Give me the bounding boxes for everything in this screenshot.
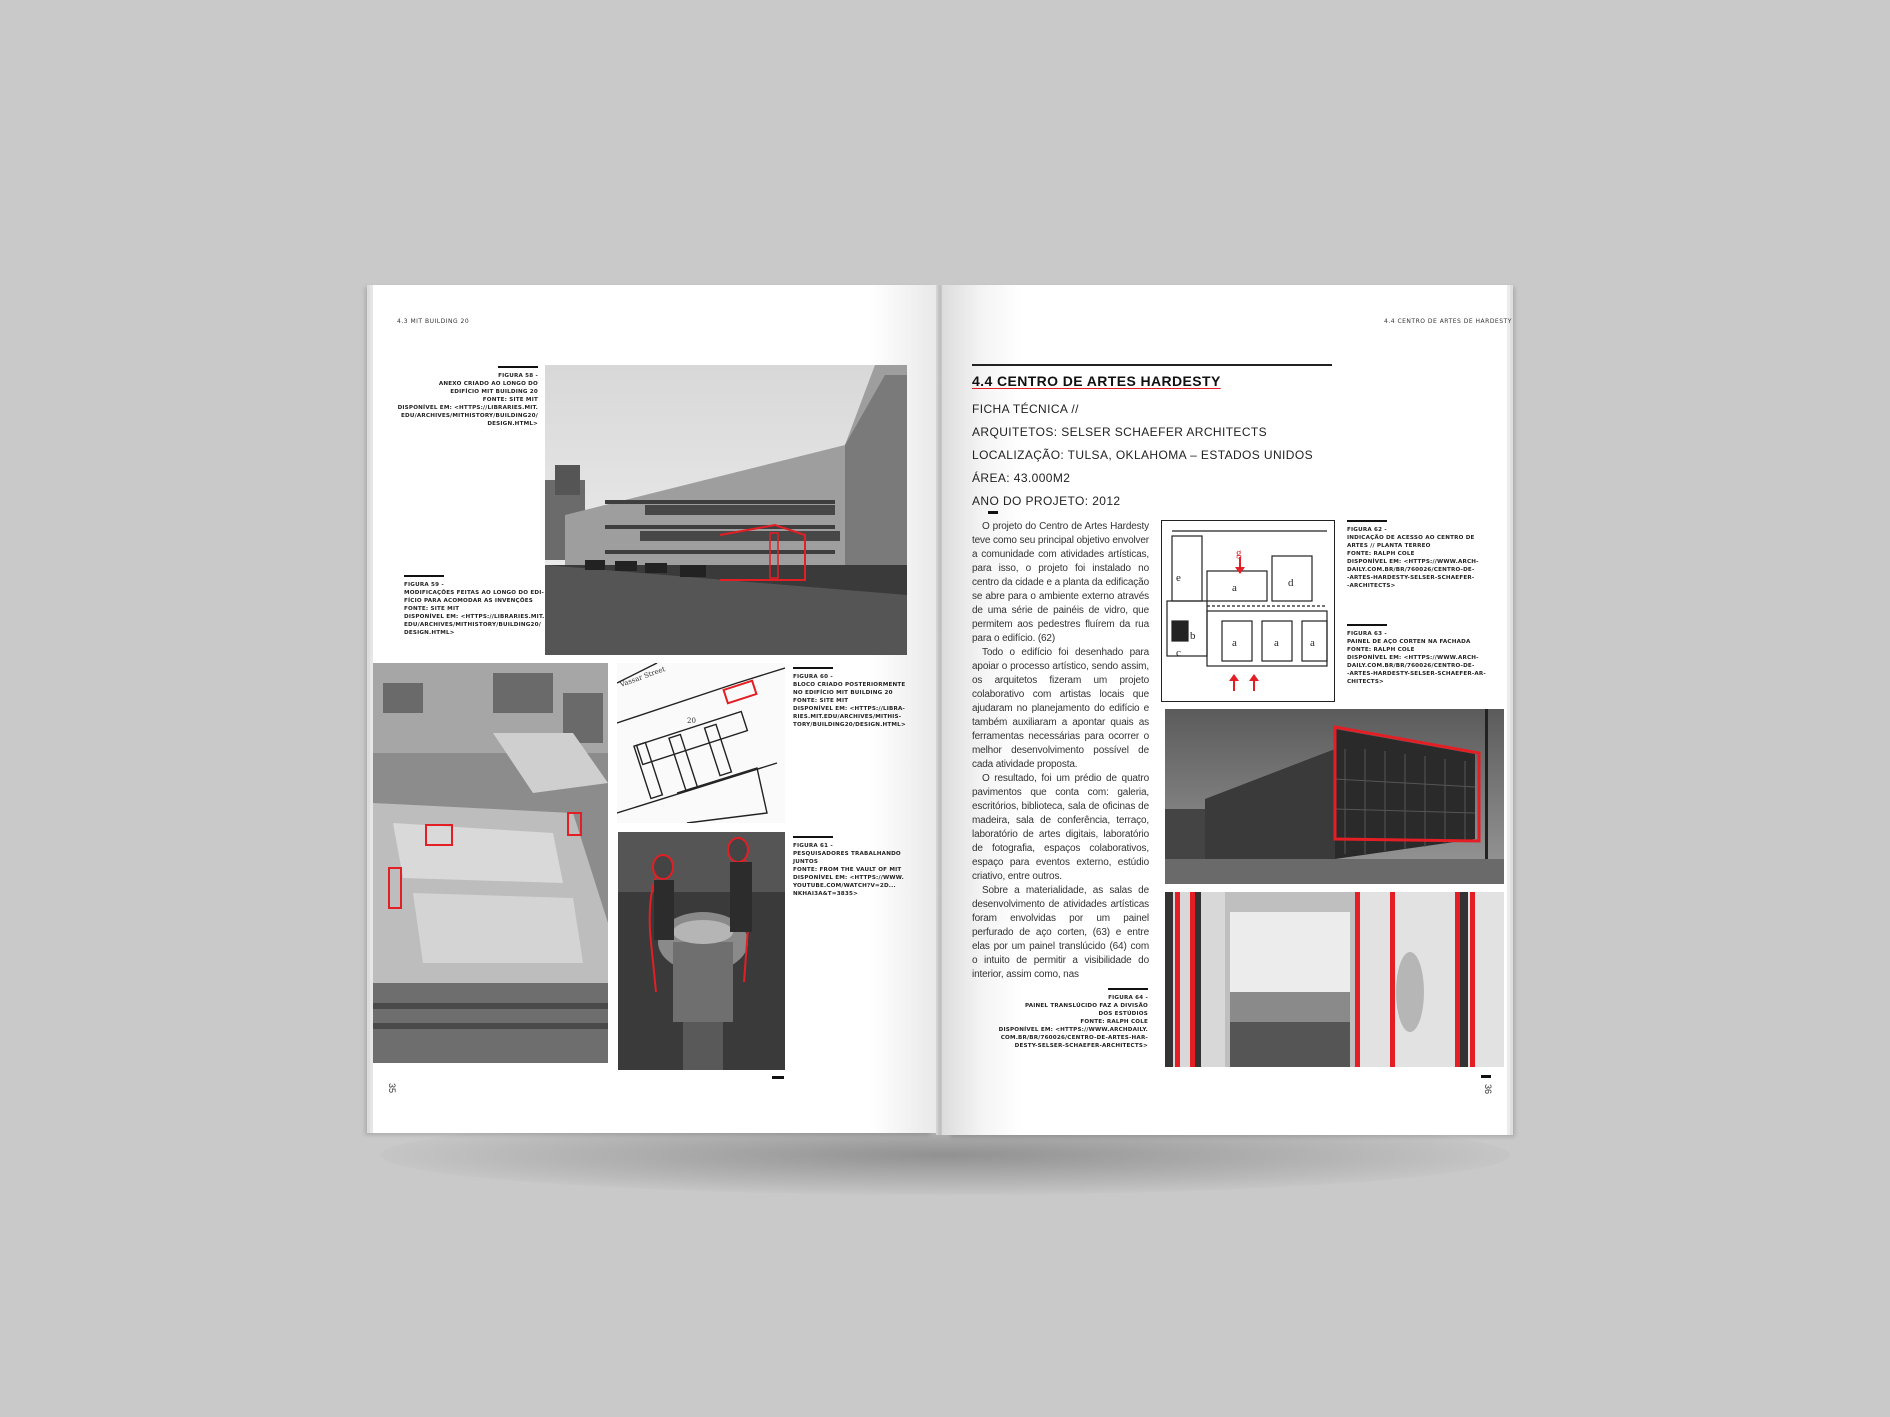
- caption-fig61: [793, 836, 933, 898]
- caption-fig63: [1347, 624, 1497, 686]
- caption-line: DISPONÍVEL EM: <HTTPS://WWW.ARCH-: [1347, 655, 1479, 661]
- plan-fig62-ground-floor: [1161, 520, 1335, 702]
- caption-line: MODIFICAÇÕES FEITAS AO LONGO DO EDI-: [404, 590, 544, 596]
- photo-fig59-aerial: [373, 663, 608, 1063]
- section-rule: [972, 364, 1332, 366]
- plan-label: c: [1176, 647, 1181, 659]
- left-footer-mark: [772, 1076, 784, 1079]
- map-fig60-site: [617, 663, 785, 823]
- caption-line: INDICAÇÃO DE ACESSO AO CENTRO DE: [1347, 535, 1475, 541]
- body-text: [972, 520, 1149, 982]
- right-page-number: 36: [1483, 1083, 1494, 1094]
- fact-bar: [988, 511, 998, 514]
- caption-line: DISPONÍVEL EM: <HTTPS://LIBRA-: [793, 706, 906, 712]
- plan-label: a: [1232, 582, 1237, 594]
- caption-line: FONTE: FROM THE VAULT OF MIT: [793, 867, 902, 873]
- caption-line: DOS ESTÚDIOS: [1098, 1011, 1148, 1017]
- caption-line: EDU/ARCHIVES/MITHISTORY/BUILDING20/: [404, 622, 541, 628]
- caption-line: DISPONÍVEL EM: <HTTPS://LIBRARIES.MIT.: [397, 405, 538, 411]
- caption-bar: [1108, 988, 1148, 990]
- caption-line: FONTE: SITE MIT: [793, 698, 849, 704]
- photo-fig61-researchers: [618, 832, 785, 1070]
- body-paragraph: Todo o edifício foi desenhado para apoiar o processo artístico, sendo assim, os arquitetos fizeram um projeto colaborativo com artistas locais que ajudaram no planejamento do edifício e também auxiliaram a apontar quais as ferramentas necessárias para ocorrer o melhor desenvolvimento possível de cada atividade proposta.: [972, 647, 1149, 770]
- caption-line: EDIFÍCIO MIT BUILDING 20: [450, 389, 538, 395]
- plan-label: a: [1310, 637, 1315, 649]
- caption-line: FIGURA 61 -: [793, 843, 833, 849]
- photo-fig63-facade: [1165, 709, 1504, 884]
- caption-line: NO EDIFÍCIO MIT BUILDING 20: [793, 690, 893, 696]
- caption-line: DESIGN.HTML>: [487, 421, 538, 427]
- caption-bar: [793, 667, 833, 669]
- caption-line: FIGURA 58 -: [498, 373, 538, 379]
- caption-line: DAILY.COM.BR/BR/760026/CENTRO-DE-: [1347, 663, 1475, 669]
- map-label-building: 20: [687, 717, 696, 725]
- caption-line: DAILY.COM.BR/BR/760026/CENTRO-DE-: [1347, 567, 1475, 573]
- caption-line: FIGURA 59 -: [404, 582, 444, 588]
- caption-line: FIGURA 63 -: [1347, 631, 1387, 637]
- photo-fig58-building: [545, 365, 907, 655]
- caption-line: JUNTOS: [793, 859, 819, 865]
- caption-bar: [404, 575, 444, 577]
- body-paragraph: O resultado, foi um prédio de quatro pavimentos que conta com: galeria, escritórios, biblioteca, sala de oficinas de madeira, sala de conferência, terraço, laboratório de artes digitais, laboratório de fotografia, espaços colaborativos, espaço para eventos externo, estúdio criativo, entre outros.: [972, 773, 1149, 882]
- right-footer-mark: [1481, 1075, 1491, 1078]
- photo-fig64-translucent-panel: [1165, 892, 1504, 1067]
- caption-bar: [498, 366, 538, 368]
- right-running-head: 4.4 CENTRO DE ARTES DE HARDESTY: [1384, 318, 1512, 325]
- caption-line: DISPONÍVEL EM: <HTTPS://WWW.ARCHDAILY.: [998, 1027, 1148, 1033]
- caption-line: PAINEL DE AÇO CORTEN NA FACHADA: [1347, 639, 1471, 645]
- caption-line: CHITECTS>: [1347, 679, 1384, 685]
- caption-line: FIGURA 64 -: [1108, 995, 1148, 1001]
- caption-line: RIES.MIT.EDU/ARCHIVES/MITHIS-: [793, 714, 902, 720]
- caption-line: FONTE: RALPH COLE: [1347, 551, 1415, 557]
- section-title: 4.4 CENTRO DE ARTES HARDESTY: [972, 373, 1221, 389]
- caption-bar: [1347, 520, 1387, 522]
- plan-label: a: [1274, 637, 1279, 649]
- caption-line: COM.BR/BR/760026/CENTRO-DE-ARTES-HAR-: [1000, 1035, 1148, 1041]
- caption-line: FONTE: SITE MIT: [404, 606, 460, 612]
- map-label-street: Vassar Street: [618, 665, 667, 689]
- fact-heading: FICHA TÉCNICA //: [972, 402, 1079, 416]
- caption-line: -ARTES-HARDESTY-SELSER-SCHAEFER-AR-: [1347, 671, 1486, 677]
- caption-fig64: [980, 988, 1148, 1050]
- fact-location: LOCALIZAÇÃO: TULSA, OKLAHOMA – ESTADOS UNIDOS: [972, 448, 1313, 462]
- plan-label: b: [1190, 630, 1196, 642]
- caption-line: DISPONÍVEL EM: <HTTPS://WWW.: [793, 875, 904, 881]
- left-page-number: 35: [387, 1083, 397, 1094]
- caption-line: PESQUISADORES TRABALHANDO: [793, 851, 901, 857]
- body-paragraph: O projeto do Centro de Artes Hardesty teve como seu principal objetivo envolver a comunidade com atividades artísticas, para isso, o projeto foi instalado no centro da cidade e a planta da edificação se abre para o ambiente externo através de uma série de painéis de vidro, que permitem aos pedestres fluírem da rua para o edifício. (62): [972, 521, 1149, 644]
- caption-line: EDU/ARCHIVES/MITHISTORY/BUILDING20/: [401, 413, 538, 419]
- caption-line: FÍCIO PARA ACOMODAR AS INVENÇÕES: [404, 598, 534, 604]
- caption-fig59: [404, 575, 554, 637]
- caption-bar: [793, 836, 833, 838]
- fact-architects: ARQUITETOS: SELSER SCHAEFER ARCHITECTS: [972, 425, 1268, 439]
- caption-line: FIGURA 60 -: [793, 674, 833, 680]
- caption-line: NKHAI3A&T=3835>: [793, 891, 858, 897]
- caption-line: FONTE: SITE MIT: [482, 397, 538, 403]
- caption-line: ANEXO CRIADO AO LONGO DO: [438, 381, 538, 387]
- fact-year: ANO DO PROJETO: 2012: [972, 494, 1121, 508]
- body-paragraph: Sobre a materialidade, as salas de desenvolvimento de atividades artísticas foram envolvidas por um painel perfurado de aço corten, (63) e entre elas por um painel translúcido (64) com o intuito de permitir a visibilidade do interior, assim como, nas: [972, 885, 1149, 980]
- caption-line: FONTE: RALPH COLE: [1080, 1019, 1148, 1025]
- left-running-head: 4.3 MIT BUILDING 20: [397, 318, 470, 325]
- plan-label: a: [1232, 637, 1237, 649]
- plan-label: g: [1236, 547, 1242, 559]
- caption-line: -ARCHITECTS>: [1347, 583, 1396, 589]
- caption-line: TORY/BUILDING20/DESIGN.HTML>: [793, 722, 906, 728]
- caption-line: DESIGN.HTML>: [404, 630, 455, 636]
- caption-line: YOUTUBE.COM/WATCH?V=2D...: [793, 883, 896, 889]
- caption-line: -ARTES-HARDESTY-SELSER-SCHAEFER-: [1347, 575, 1475, 581]
- caption-line: FONTE: RALPH COLE: [1347, 647, 1415, 653]
- fact-area: ÁREA: 43.000M2: [972, 471, 1071, 485]
- caption-bar: [1347, 624, 1387, 626]
- caption-fig60: [793, 667, 933, 729]
- caption-line: BLOCO CRIADO POSTERIORMENTE: [793, 682, 906, 688]
- caption-line: DISPONÍVEL EM: <HTTPS://LIBRARIES.MIT.: [404, 614, 545, 620]
- caption-fig62: [1347, 520, 1497, 590]
- caption-line: DESTY-SELSER-SCHAEFER-ARCHITECTS>: [1014, 1043, 1148, 1049]
- caption-line: PAINEL TRANSLÚCIDO FAZ A DIVISÃO: [1024, 1003, 1148, 1009]
- caption-line: ARTES // PLANTA TERREO: [1347, 543, 1431, 549]
- plan-label: e: [1176, 572, 1181, 584]
- caption-line: DISPONÍVEL EM: <HTTPS://WWW.ARCH-: [1347, 559, 1479, 565]
- caption-fig58: [395, 366, 538, 428]
- plan-label: d: [1288, 577, 1294, 589]
- caption-line: FIGURA 62 -: [1347, 527, 1387, 533]
